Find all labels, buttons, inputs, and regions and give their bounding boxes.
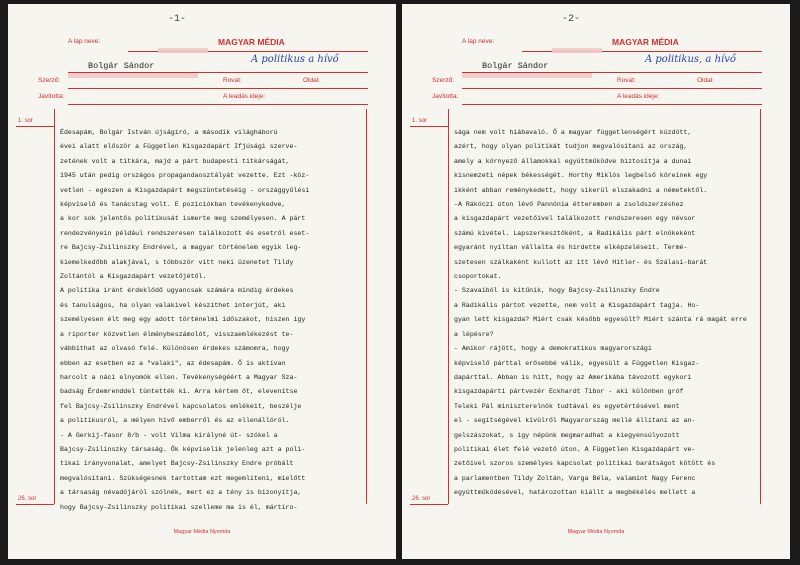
text-line: -A Rákóczi úton lévő Pannónia étteremben a zsoldszerzéshez bbox=[454, 201, 684, 209]
text-line: Zoltántól a Kisgazdapárt vezetőjétől. bbox=[60, 273, 207, 281]
text-line: tikai irányvonalat, amelyet Bajcsy-Zsilinszky Endre próbált bbox=[60, 460, 294, 468]
label-lap-neve: A lap neve: bbox=[68, 38, 101, 45]
label-javitotta: Javította: bbox=[38, 93, 65, 100]
text-line: badság Érdemrenddel tüntették ki. Arra kértem őt, elevenítse bbox=[60, 388, 298, 396]
row-marker-26: 26. sor bbox=[18, 496, 37, 502]
text-line: szetesen szálkaként kullott az itt lévő Hitler- és Szálasi-barát bbox=[454, 258, 708, 266]
row-marker-line bbox=[410, 126, 448, 127]
text-line: évei alatt először a Független Kisgazdapárt Ifjúsági szerve- bbox=[60, 143, 298, 151]
text-line: re Bajcsy-Zsilinszky Endrével, a magyar történelem egyik leg- bbox=[60, 244, 302, 252]
text-line: a lépésre? bbox=[454, 330, 494, 338]
author-name: Bolgár Sándor bbox=[482, 61, 549, 71]
text-line: és tanulságos, ha olyan valakivel készíthet interjút, aki bbox=[60, 301, 286, 309]
text-line: számú kivétel. Lapszerkesztőként, a Radikális párt elnökeként bbox=[454, 229, 696, 237]
text-line: amely a környező államokkal együttműködve biztosítja a dunai bbox=[454, 157, 692, 165]
label-rovat: Rovat: bbox=[223, 77, 242, 84]
row-marker-1: 1. sor bbox=[412, 118, 428, 124]
text-line: személyesen élt meg egy adott történelmi időszakot, hiszen így bbox=[60, 316, 306, 324]
text-line: azért, hogy olyan politikát tudjon megvalósítani az ország, bbox=[454, 143, 688, 151]
field-line bbox=[68, 104, 368, 105]
text-line: sága nem volt hiábavaló. Ő a magyar függetlenségért küzdött, bbox=[454, 129, 692, 136]
text-line: kiemelkedőbb alakjával, s többször vitt neki üzenetet Tildy bbox=[60, 258, 294, 266]
row-marker-26: 26. sor bbox=[412, 496, 431, 502]
row-marker-1: 1. sor bbox=[18, 118, 34, 124]
footer-printer: Magyar Média Nyomda bbox=[567, 529, 625, 535]
brand-title: MAGYAR MÉDIA bbox=[612, 37, 679, 47]
row-marker-line bbox=[16, 504, 54, 505]
text-line: ebben az esetben ez a "valaki", az édesapám. Ő is aktívan bbox=[60, 359, 286, 367]
text-line: a politikusról, a mélyen hívő emberről és az ellenállóról. bbox=[60, 417, 290, 425]
text-line: egyaránt nyíltan vállalta és hirdette elképzeléseit. Termé- bbox=[454, 244, 688, 252]
text-line: a kor sok jelentős politikusát ismerte meg személyesen. A párt bbox=[60, 215, 306, 223]
text-line: a parlamentben Tildy Zoltán, Varga Béla, valamint Nagy Ferenc bbox=[454, 474, 696, 482]
redaction-mark bbox=[68, 73, 198, 78]
text-line: együttműködésével, határozottan kiállt a megbékélés mellett a bbox=[454, 489, 696, 497]
handwritten-title: A politikus a hívő bbox=[251, 54, 339, 65]
text-line: - Amikor rájött, hogy a demokratikus magyarországi bbox=[454, 345, 652, 353]
label-szerzo: Szerző: bbox=[432, 77, 455, 84]
text-line: rendezvényein például rendszeresen találkozott és esetről eset- bbox=[60, 229, 310, 237]
text-line: fel Bajcsy-Zsilinszky Endrével kapcsolatos emlékeit, beszélje bbox=[60, 402, 302, 410]
text-line: a riporter közvetlen élménybeszámolót, visszaemlékezést te- bbox=[60, 330, 294, 338]
row-marker-line bbox=[410, 504, 448, 505]
brand-title: MAGYAR MÉDIA bbox=[218, 37, 285, 47]
text-line: vábbíthat az olvasó felé. Különösen érdekes számomra, hogy bbox=[60, 345, 290, 353]
text-line: a Radikális pártot vezette, nem volt a Kisgazdapárt tagja. Ho- bbox=[454, 301, 700, 309]
label-leadas: A leadás ideje: bbox=[223, 93, 266, 100]
text-line: gelszászokat, s így népünk megmaradhat a kiegyensúlyozott bbox=[454, 431, 680, 439]
redaction-mark bbox=[552, 48, 602, 53]
text-line: gyan lett kisgazda? Miért csak később egyesült? Miért szánta rá magát erre bbox=[454, 316, 747, 324]
field-line bbox=[462, 88, 762, 89]
text-line: a kisgazdapárt vezetőivel találkozott rendszeresen egy névsor bbox=[454, 215, 696, 223]
text-line: el - segítségével kívülről Magyarország mellé állítani az an- bbox=[454, 417, 696, 425]
redaction-mark bbox=[158, 48, 208, 53]
text-line: 1945 után pedig országos propagandaosztályát vezette. Ezt -köz- bbox=[60, 172, 310, 180]
text-line: harcolt a náci elnyomók ellen. Tevékenységéért a Magyar Sza- bbox=[60, 373, 298, 381]
text-line: - A Gerkij-fasor 8/b - volt Vilma királyné út- szókel a bbox=[60, 431, 278, 439]
margin-line-left bbox=[54, 109, 55, 504]
text-line: Bajcsy-Zsilinszky társaság. Ők képviselik jelenleg azt a poli- bbox=[60, 445, 306, 453]
author-name: Bolgár Sándor bbox=[88, 61, 155, 71]
text-line: hogy Bajcsy-Zsilinszky politikai szelleme ma is él, mártíro- bbox=[60, 503, 298, 511]
text-line: képviselő és tanácstag volt. E pozíciókban tevékenykedve, bbox=[60, 201, 286, 209]
text-line: Teleki Pál miniszterelnök tudtával és egyetértésével ment bbox=[454, 402, 680, 410]
typed-text bbox=[454, 126, 754, 501]
text-line: politikai élet felé vezető úton. A Független Kisgazdapárt ve- bbox=[454, 445, 696, 453]
text-line: Édesapám, Bolgár István újságíró, a második világháború bbox=[60, 129, 278, 136]
text-line: a társaság névadójáról szólnék, mert ez a tény is bizonyítja, bbox=[60, 489, 302, 497]
label-oldal: Oldal: bbox=[697, 77, 714, 84]
page-1 bbox=[8, 4, 396, 559]
text-line: dapárttal. Abban is hitt, hogy az Amerikába távozott egykori bbox=[454, 373, 692, 381]
text-line: A politika iránt érdeklődő ugyancsak számára mindig érdekes bbox=[60, 287, 294, 295]
redaction-mark bbox=[462, 73, 592, 78]
label-rovat: Rovat: bbox=[617, 77, 636, 84]
footer-printer: Magyar Média Nyomda bbox=[173, 529, 231, 535]
field-line bbox=[462, 72, 762, 73]
text-line: zetőivel szoros személyes kapcsolat politikai barátságot kötött és bbox=[454, 460, 716, 468]
row-marker-line bbox=[16, 126, 54, 127]
label-javitotta: Javította: bbox=[432, 93, 459, 100]
typed-text bbox=[60, 126, 360, 515]
page-number: -1- bbox=[168, 14, 187, 25]
label-oldal: Oldal: bbox=[303, 77, 320, 84]
text-line: - Szavaiból is kitűnik, hogy Bajcsy-Zsilinszky Endre bbox=[454, 287, 660, 295]
label-leadas: A leadás ideje: bbox=[617, 93, 660, 100]
page-number: -2- bbox=[562, 14, 581, 25]
text-line: képviselő párttal erősebbé válik, egyesült a Független Kisgaz- bbox=[454, 359, 700, 367]
margin-line-right bbox=[366, 109, 367, 504]
text-line: ikként abban reménykedett, hogy sikerül elszakadni a németektől. bbox=[454, 186, 708, 194]
text-line: csoportokat. bbox=[454, 273, 502, 281]
margin-line-left bbox=[448, 109, 449, 504]
margin-line-right bbox=[760, 109, 761, 504]
handwritten-title: A politikus, a hívő bbox=[645, 54, 736, 65]
label-szerzo: Szerző: bbox=[38, 77, 61, 84]
field-line bbox=[68, 72, 368, 73]
text-line: zetének volt a titkára, majd a párt budapesti titkárságát, bbox=[60, 157, 290, 165]
text-line: kisgazdapárti pártvezér Eckhardt Tibor - aki különben gróf bbox=[454, 388, 684, 396]
label-lap-neve: A lap neve: bbox=[462, 38, 495, 45]
page-2 bbox=[402, 4, 790, 559]
text-line: kisnemzeti népek békességét. Horthy Miklós legbelső köreinek egy bbox=[454, 172, 708, 180]
field-line bbox=[68, 88, 368, 89]
field-line bbox=[462, 104, 762, 105]
text-line: megvalósítani. Szükségesnek tartottam ezt megemlíteni, mielőtt bbox=[60, 474, 306, 482]
text-line: vetlen - egészen a Kisgazdapárt megszüntetéséig - országgyűlési bbox=[60, 186, 310, 194]
